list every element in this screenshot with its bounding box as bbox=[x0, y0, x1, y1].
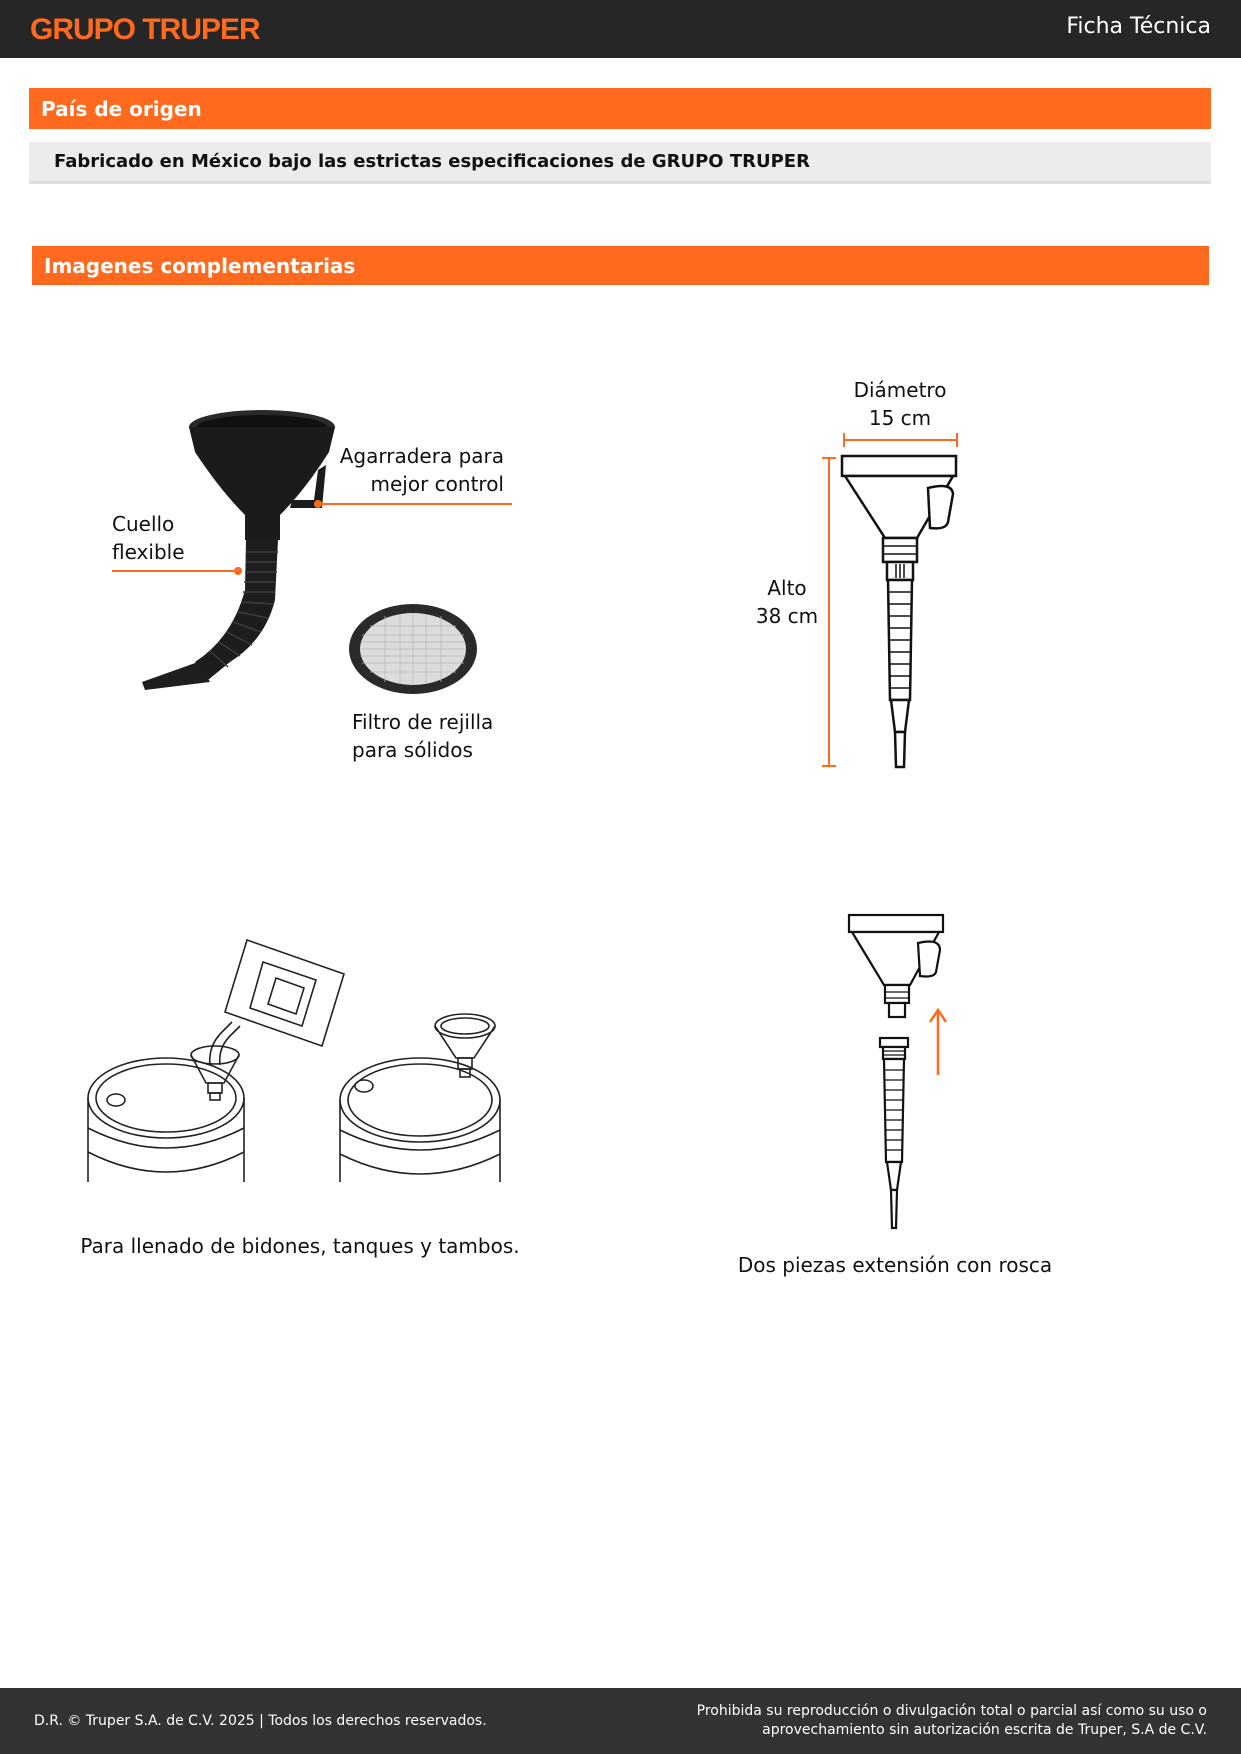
legal-notice: Prohibida su reproducción o divulgación total o parcial así como su uso o aprovechamiento sin autorización escrita de Truper, S.A de C.V. bbox=[696, 1703, 1207, 1738]
page-footer bbox=[0, 1688, 1241, 1754]
drum-filling-illustration bbox=[80, 930, 520, 1200]
product-figure bbox=[100, 390, 530, 770]
diameter-label: Diámetro 15 cm bbox=[853, 378, 947, 430]
document-type: Ficha Técnica bbox=[1066, 14, 1211, 39]
two-piece-extension-illustration bbox=[840, 910, 970, 1235]
origin-text: Fabricado en México bajo las estrictas especificaciones de GRUPO TRUPER bbox=[29, 142, 1211, 184]
images-section-title: Imagenes complementarias bbox=[32, 246, 1209, 285]
top-header bbox=[0, 0, 1241, 58]
handle-label: Agarradera para mejor control bbox=[339, 444, 504, 496]
height-label: Alto 38 cm bbox=[755, 576, 819, 628]
usage-figure bbox=[80, 930, 520, 1200]
copyright-text: D.R. © Truper S.A. de C.V. 2025 | Todos los derechos reservados. bbox=[34, 1713, 487, 1729]
usage-caption: Para llenado de bidones, tanques y tambos. bbox=[80, 1234, 520, 1258]
dimensions-figure bbox=[750, 370, 990, 780]
origin-section-title: País de origen bbox=[29, 88, 1211, 129]
neck-label: Cuello flexible bbox=[112, 512, 185, 564]
extension-figure bbox=[840, 910, 970, 1235]
brand-logo: GRUPO TRUPER bbox=[30, 13, 260, 46]
filter-label: Filtro de rejilla para sólidos bbox=[352, 710, 494, 762]
extension-caption: Dos piezas extensión con rosca bbox=[737, 1253, 1053, 1277]
